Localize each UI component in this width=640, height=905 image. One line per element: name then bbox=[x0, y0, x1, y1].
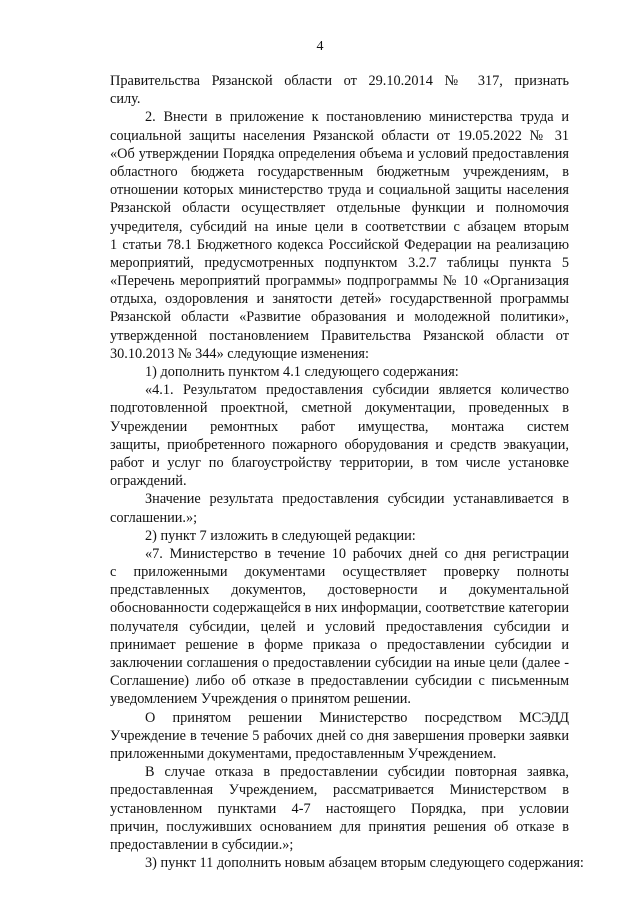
text-line: с приложенными документами осуществляет проверку полноты bbox=[110, 564, 569, 581]
text-line: приложенными документами, предоставленным Учреждением. bbox=[110, 745, 497, 762]
text-line: причин, послуживших основанием для принятия решения об отказе в bbox=[110, 818, 569, 835]
text-line: 2. Внести в приложение к постановлению министерства труда и bbox=[145, 109, 569, 126]
paragraph bbox=[110, 72, 569, 108]
text-line: подготовленной проектной, сметной документации, проведенных в bbox=[110, 400, 569, 417]
text-line: Значение результата предоставления субсидии устанавливается в bbox=[145, 491, 569, 508]
text-line: защиты, приобретенного пожарного оборудования и средств эвакуации, bbox=[110, 436, 569, 453]
text-line: Рязанской области осуществляет отдельные функции и полномочия bbox=[110, 200, 569, 217]
text-line: обоснованности содержащейся в них информации, соответствие категории bbox=[110, 600, 569, 617]
text-line: 1 статьи 78.1 Бюджетного кодекса Российской Федерации на реализацию bbox=[110, 236, 569, 253]
text-line: «4.1. Результатом предоставления субсидии является количество bbox=[145, 382, 569, 399]
text-line: Рязанской области «Развитие образования и молодежной политики», bbox=[110, 309, 569, 326]
text-line: установленном пунктами 4-7 настоящего Порядка, при условии bbox=[110, 800, 569, 817]
text-line: соглашении.»; bbox=[110, 509, 198, 526]
text-line: В случае отказа в предоставлении субсидии повторная заявка, bbox=[145, 764, 569, 781]
text-line: принимает решение в форме приказа о предоставлении субсидии и bbox=[110, 636, 569, 653]
text-line: «7. Министерство в течение 10 рабочих дней со дня регистрации bbox=[145, 545, 569, 562]
paragraph bbox=[110, 363, 569, 381]
text-line: Учреждении ремонтных работ имущества, монтажа систем bbox=[110, 418, 569, 435]
text-line: отношении которых министерство труда и социальной защиты населения bbox=[110, 182, 569, 199]
text-line: О принятом решении Министерство посредством МСЭДД bbox=[145, 709, 569, 726]
text-line: представленных документов, достоверности и документальной bbox=[110, 582, 569, 599]
paragraph bbox=[110, 854, 584, 872]
text-line: работ и услуг по благоустройству территории, в том числе установке bbox=[110, 454, 569, 471]
text-line: Учреждение в течение 5 рабочих дней со дня завершения проверки заявки bbox=[110, 727, 569, 744]
paragraph bbox=[110, 381, 569, 490]
text-line: 3) пункт 11 дополнить новым абзацем вторым следующего содержания: bbox=[145, 855, 584, 872]
text-line: Правительства Рязанской области от 29.10.2014 № 317, признать bbox=[110, 73, 569, 89]
text-line: ограждений. bbox=[110, 473, 187, 490]
text-line: утвержденной постановлением Правительства Рязанской области от bbox=[110, 327, 569, 344]
paragraph bbox=[110, 527, 569, 545]
paragraph bbox=[110, 490, 569, 526]
paragraph bbox=[110, 108, 569, 363]
text-line: «Перечень мероприятий программы» подпрограммы № 10 «Организация bbox=[110, 273, 569, 290]
text-line: силу. bbox=[110, 91, 141, 108]
paragraph bbox=[110, 763, 569, 854]
text-line: уведомлением Учреждения о принятом решении. bbox=[110, 691, 412, 708]
text-line: предоставленная Учреждением, рассматривается Министерством в bbox=[110, 782, 569, 799]
text-line: областного бюджета государственным бюджетным учреждениям, в bbox=[110, 163, 569, 180]
text-line: мероприятий, предусмотренных подпунктом 3.2.7 таблицы пункта 5 bbox=[110, 254, 569, 271]
text-line: Соглашение) либо об отказе в предоставлении субсидии с письменным bbox=[110, 673, 569, 690]
text-line: 30.10.2013 № 344» следующие изменения: bbox=[110, 345, 369, 362]
document-body bbox=[110, 72, 584, 872]
text-line: социальной защиты населения Рязанской области от 19.05.2022 № 31 bbox=[110, 127, 569, 144]
page-number: 4 bbox=[316, 39, 324, 54]
text-line: «Об утверждении Порядка определения объема и условий предоставления bbox=[110, 145, 569, 162]
text-line: получателя субсидии, целей и условий предоставления субсидии и bbox=[110, 618, 569, 635]
paragraph bbox=[110, 709, 569, 764]
text-line: 2) пункт 7 изложить в следующей редакции: bbox=[145, 527, 416, 544]
text-line: заключении соглашения о предоставлении субсидии на иные цели (далее - bbox=[110, 655, 569, 671]
paragraph bbox=[110, 545, 569, 709]
text-line: учредителя, субсидий на иные цели в соответствии с абзацем вторым bbox=[110, 218, 569, 235]
text-line: отдыха, оздоровления и занятости детей» государственной программы bbox=[110, 291, 569, 308]
text-line: 1) дополнить пунктом 4.1 следующего содержания: bbox=[145, 364, 459, 380]
text-line: предоставлении в субсидии.»; bbox=[110, 836, 294, 853]
